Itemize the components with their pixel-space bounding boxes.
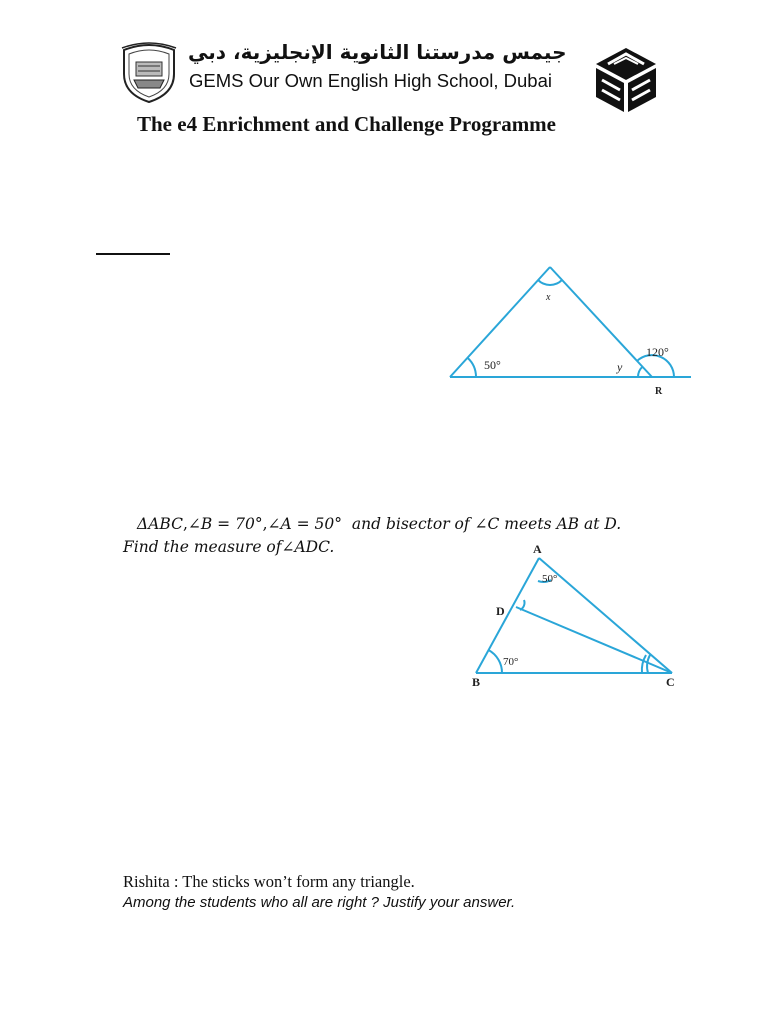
vertex-label-b: B xyxy=(472,675,481,689)
vertex-label-d: D xyxy=(496,604,505,618)
gems-school-crest-icon xyxy=(118,40,180,104)
angle-arc-x xyxy=(538,280,562,285)
angle-arc-b xyxy=(489,650,503,673)
question-2-line-2: Find the measure of∠ADC. xyxy=(123,538,335,556)
angle-arc-d xyxy=(520,600,525,610)
angle-arc-y xyxy=(638,367,643,377)
exterior-angle-label: 120° xyxy=(646,345,669,359)
triangle-abc: ΔABC xyxy=(137,515,183,533)
bisector-cd xyxy=(516,607,672,673)
school-name-english: GEMS Our Own English High School, Dubai xyxy=(189,70,552,91)
angle-arc-50 xyxy=(468,358,477,377)
angle-a-value: ∠A = 50° xyxy=(267,515,343,533)
school-name-arabic: جيمس مدرستنا الثانوية الإنجليزية، دبي xyxy=(188,40,567,64)
question-2-line-1: ΔABC,∠B = 70°,∠A = 50° and bisector of ∠C meets AB at D. xyxy=(137,515,622,533)
vertex-label-c: C xyxy=(666,675,675,689)
apex-label: x xyxy=(546,292,551,303)
rishita-statement: Rishita : The sticks won’t form any triangle. xyxy=(123,872,415,891)
angle-a-label: 50° xyxy=(542,573,558,585)
vertex-label-a: A xyxy=(533,542,542,556)
left-angle-label: 50° xyxy=(484,358,501,372)
interior-angle-label: y xyxy=(617,360,623,374)
e4-cube-logo-icon xyxy=(594,46,658,114)
vertex-label-r: R xyxy=(655,386,663,397)
heading-underline xyxy=(96,253,170,255)
bisector-statement: and bisector of ∠C meets AB at D. xyxy=(351,515,622,533)
triangle-figure-1 xyxy=(440,258,700,398)
side-ac xyxy=(539,558,672,673)
angle-b-value: ∠B = 70° xyxy=(187,515,263,533)
angle-arc-c-2 xyxy=(642,655,646,673)
triangle-figure-2 xyxy=(462,540,692,690)
programme-title: The e4 Enrichment and Challenge Programme xyxy=(137,112,556,136)
justify-question: Among the students who all are right ? Justify your answer. xyxy=(123,894,516,911)
angle-b-label: 70° xyxy=(503,656,519,668)
